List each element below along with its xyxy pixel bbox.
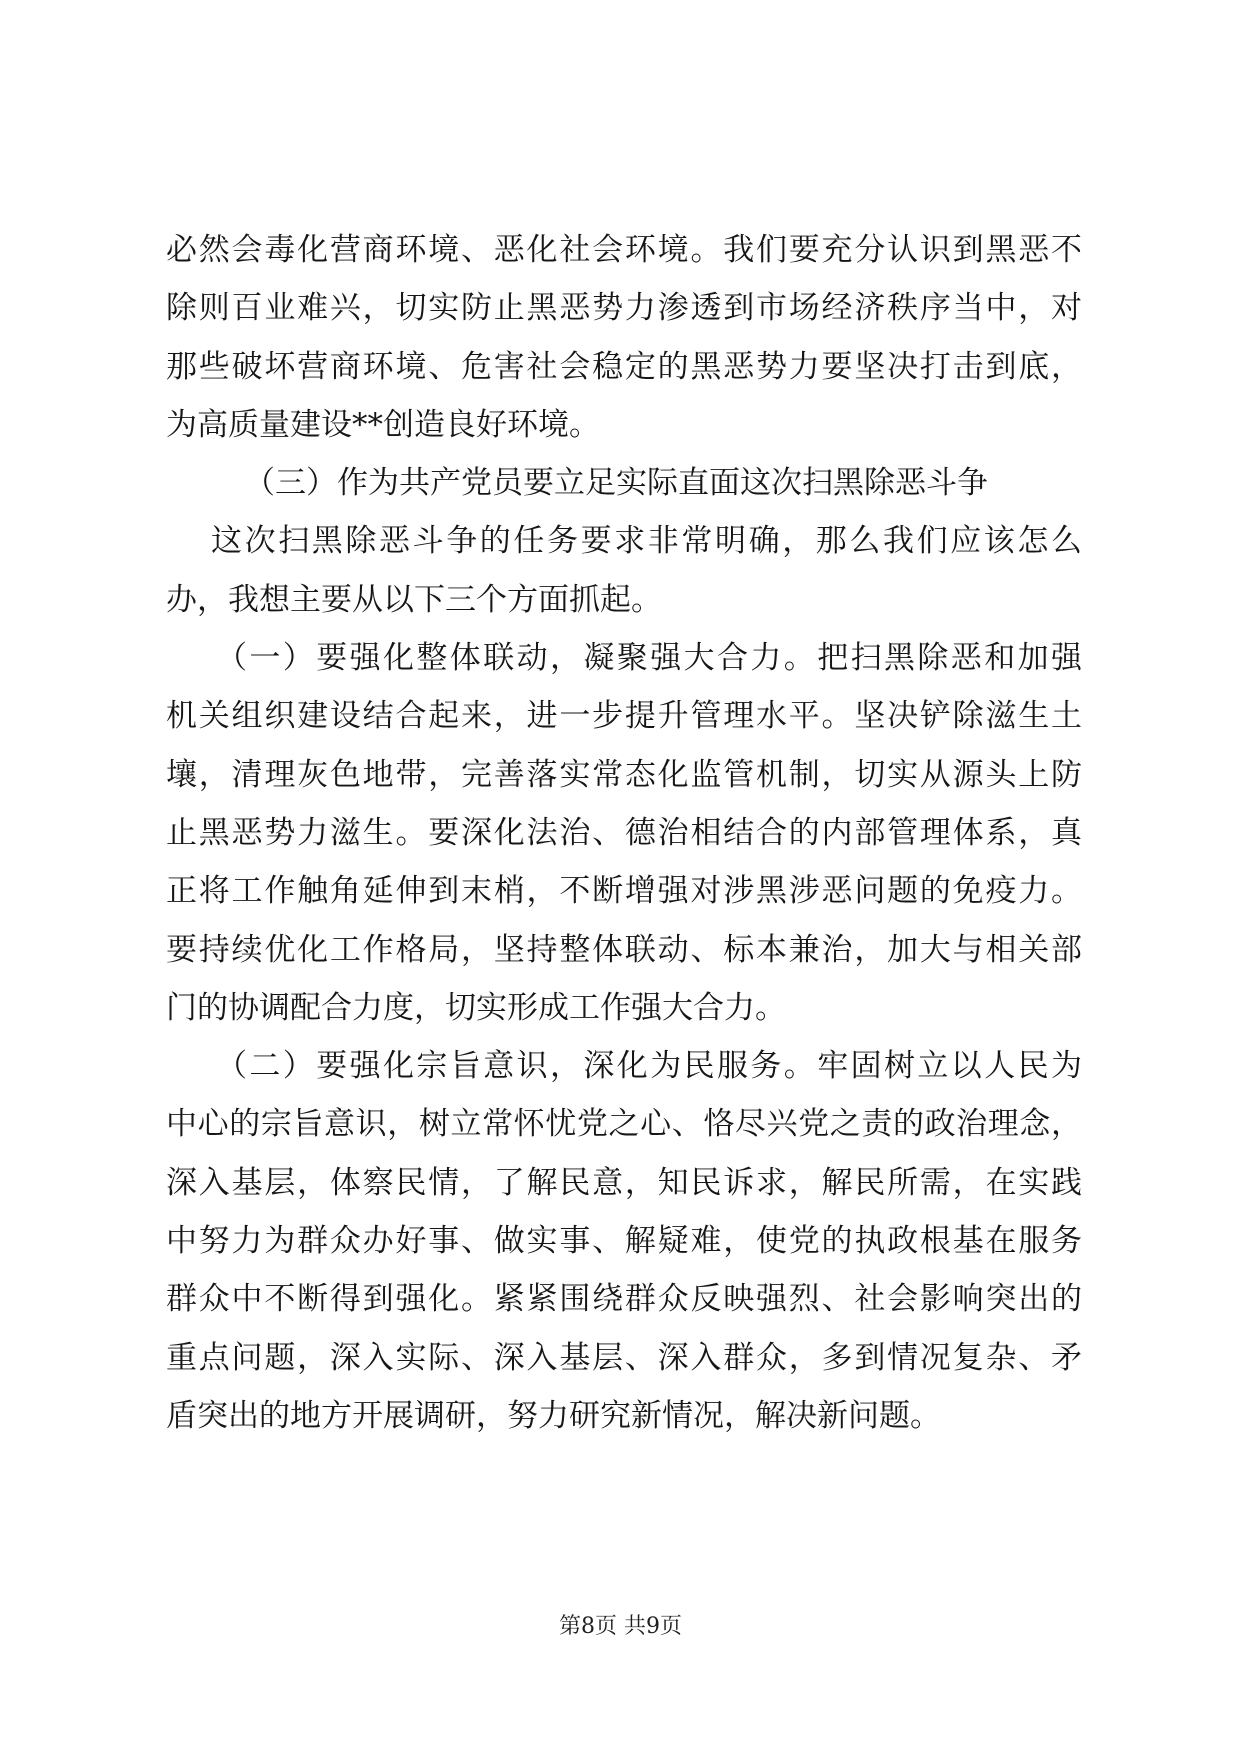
text-line: 群众中不断得到强化。紧紧围绕群众反映强烈、社会影响突出的 [166, 1281, 1082, 1318]
text-line: 壤，清理灰色地带，完善落实常态化监管机制，切实从源头上防 [166, 756, 1082, 793]
text-line: 重点问题，深入实际、深入基层、深入群众，多到情况复杂、矛 [166, 1339, 1082, 1376]
text-line: 为高质量建设**创造良好环境。 [166, 406, 600, 443]
text-line: 除则百业难兴，切实防止黑恶势力渗透到市场经济秩序当中，对 [166, 290, 1082, 327]
text-line: （一）要强化整体联动，凝聚强大合力。把扫黑除恶和加强 [216, 640, 1082, 677]
text-line: （三）作为共产党员要立足实际直面这次扫黑除恶斗争 [244, 465, 988, 502]
text-line: 中心的宗旨意识，树立常怀忧党之心、恪尽兴党之责的政治理念， [166, 1106, 1082, 1143]
text-line: 这次扫黑除恶斗争的任务要求非常明确，那么我们应该怎么 [211, 523, 1082, 560]
text-line: 必然会毒化营商环境、恶化社会环境。我们要充分认识到黑恶不 [166, 232, 1082, 268]
text-line: 机关组织建设结合起来，进一步提升管理水平。坚决铲除滋生土 [166, 698, 1082, 735]
text-line: 中努力为群众办好事、做实事、解疑难，使党的执政根基在服务 [166, 1223, 1082, 1260]
text-line: 深入基层，体察民情，了解民意，知民诉求，解民所需，在实践 [166, 1164, 1082, 1201]
text-line: 止黑恶势力滋生。要深化法治、德治相结合的内部管理体系，真 [166, 814, 1082, 851]
text-line: （二）要强化宗旨意识，深化为民服务。牢固树立以人民为 [216, 1048, 1082, 1085]
text-line: 门的协调配合力度，切实形成工作强大合力。 [166, 989, 786, 1026]
text-line: 正将工作触角延伸到末梢，不断增强对涉黑涉恶问题的免疫力。 [166, 873, 1082, 910]
text-line: 盾突出的地方开展调研，努力研究新情况，解决新问题。 [166, 1397, 941, 1434]
text-line: 要持续优化工作格局，坚持整体联动、标本兼治，加大与相关部 [166, 931, 1082, 968]
page-number-label: 第8页 共9页 [559, 1614, 682, 1639]
text-line: 那些破坏营商环境、危害社会稳定的黑恶势力要坚决打击到底， [166, 348, 1082, 385]
page-footer [0, 1609, 1241, 1640]
document-body [166, 224, 1082, 1448]
text-line: 办，我想主要从以下三个方面抓起。 [166, 581, 662, 618]
